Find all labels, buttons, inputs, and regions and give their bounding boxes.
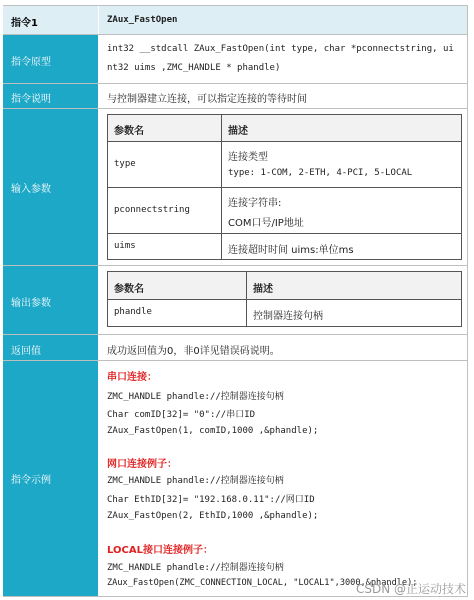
input-params-label: 输入参数 <box>11 184 51 195</box>
param-name-uims: uims <box>114 241 136 251</box>
input-params-value-cell <box>99 109 468 265</box>
output-params-label: 输出参数 <box>11 298 51 309</box>
header-row <box>3 6 468 35</box>
param-name-type: type <box>114 159 136 169</box>
input-params-label-cell <box>3 109 98 265</box>
output-col-name-text: 参数名 <box>114 284 144 295</box>
table-row <box>222 142 461 187</box>
return-value-text: 成功返回值为0，非0详见错误码说明。 <box>107 346 280 357</box>
output-params-table <box>107 271 462 327</box>
prototype-row <box>3 35 468 84</box>
output-params-label-cell <box>3 266 98 334</box>
param-desc-pconnectstring-1: 连接字符串: <box>228 198 282 209</box>
serial-example-line: Char comID[32]= "0"://串口ID <box>107 410 256 420</box>
table-row <box>108 188 221 233</box>
output-col-desc-text: 描述 <box>253 284 273 295</box>
param-desc-uims: 连接超时时间 uims:单位ms <box>228 245 354 256</box>
examples-row <box>3 361 468 597</box>
prototype-line-2: nt32 uims ,ZMC_HANDLE * phandle) <box>107 63 281 73</box>
output-params-value-cell <box>99 266 468 334</box>
prototype-value-cell <box>99 35 468 83</box>
input-col-desc-text: 描述 <box>228 126 248 137</box>
description-text: 与控制器建立连接，可以指定连接的等待时间 <box>107 94 307 105</box>
output-col-desc-header <box>247 272 461 299</box>
eth-example-line: Char EthID[32]= "192.168.0.11"://网口ID <box>107 495 315 505</box>
input-params-table <box>107 114 462 260</box>
param-desc-type-2: type: 1-COM, 2-ETH, 4-PCI, 5-LOCAL <box>228 168 413 178</box>
eth-example-title: 网口连接例子： <box>107 459 177 470</box>
param-desc-type-1: 连接类型 <box>228 152 268 163</box>
input-params-row <box>3 109 468 266</box>
function-name: ZAux_FastOpen <box>107 15 178 25</box>
prototype-label: 指令原型 <box>11 57 51 68</box>
return-value-label: 返回值 <box>11 346 41 357</box>
header-label: 指令1 <box>11 18 38 29</box>
input-col-name-text: 参数名 <box>114 126 144 137</box>
prototype-line-1: int32 __stdcall ZAux_FastOpen(int type, char *pconnectstring, ui <box>107 44 454 54</box>
header-label-cell <box>3 6 98 34</box>
examples-value-cell <box>99 361 468 596</box>
local-example-line: ZMC_HANDLE phandle://控制器连接句柄 <box>107 563 284 573</box>
description-label: 指令说明 <box>11 94 51 105</box>
table-row <box>108 142 221 187</box>
param-name-pconnectstring: pconnectstring <box>114 205 190 215</box>
param-desc-pconnectstring-2: COM口号/IP地址 <box>228 218 304 229</box>
eth-example-line: ZMC_HANDLE phandle://控制器连接句柄 <box>107 476 284 486</box>
prototype-label-cell <box>3 35 98 83</box>
return-value-row <box>3 335 468 361</box>
serial-example-title: 串口连接： <box>107 372 157 383</box>
watermark: CSDN @正运动技术 <box>355 582 466 596</box>
description-label-cell <box>3 84 98 108</box>
output-params-row <box>3 266 468 335</box>
param-desc-phandle: 控制器连接句柄 <box>253 311 323 322</box>
output-col-name-header <box>108 272 246 299</box>
eth-example-line: ZAux_FastOpen(2, EthID,1000 ,&phandle); <box>107 511 319 521</box>
return-value-value-cell <box>99 335 468 360</box>
serial-example-line: ZMC_HANDLE phandle://控制器连接句柄 <box>107 392 284 402</box>
return-value-label-cell <box>3 335 98 360</box>
param-name-phandle: phandle <box>114 307 152 317</box>
table-row <box>222 234 461 259</box>
examples-label: 指令示例 <box>11 475 51 486</box>
local-example-title: LOCAL接口连接例子： <box>107 545 213 556</box>
serial-example-line: ZAux_FastOpen(1, comID,1000 ,&phandle); <box>107 426 319 436</box>
examples-label-cell <box>3 361 98 596</box>
table-row <box>108 234 221 259</box>
header-value-cell <box>99 6 468 34</box>
description-value-cell <box>99 84 468 108</box>
input-col-desc-header <box>222 115 461 141</box>
table-row <box>222 188 461 233</box>
table-row <box>108 300 246 326</box>
description-row <box>3 84 468 109</box>
table-row <box>247 300 461 326</box>
local-example-line: ZAux_FastOpen(ZMC_CONNECTION_LOCAL, "LOCAL1",3000,&phandle); <box>107 578 418 588</box>
input-col-name-header <box>108 115 221 141</box>
